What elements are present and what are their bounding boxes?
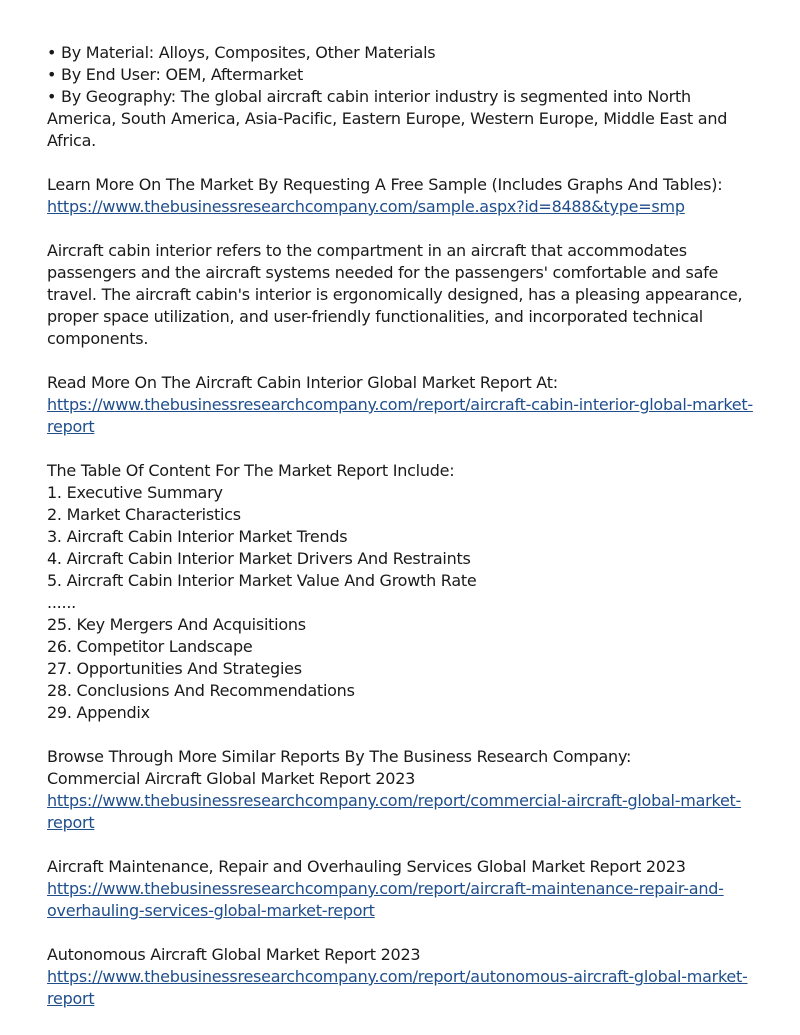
description-paragraph: Aircraft cabin interior refers to the compartment in an aircraft that accommodates passengers and the aircraft systems needed for the passengers' comfortable and safe travel. The aircraft cabin's interior is ergonomically designed, has a pleasing appearance, proper space utilization, and user-friendly functionalities, and incorporated technical components. xyxy=(47,241,743,348)
similar-report-link[interactable] xyxy=(47,790,747,834)
toc-item: 29. Appendix xyxy=(47,703,150,722)
toc-item: 25. Key Mergers And Acquisitions xyxy=(47,615,306,634)
sample-link[interactable]: https://www.thebusinessresearchcompany.com/sample.aspx?id=8488&type=smp xyxy=(47,197,685,216)
spacer xyxy=(47,834,747,856)
bullet-icon: • xyxy=(47,87,57,106)
toc-item: 27. Opportunities And Strategies xyxy=(47,659,302,678)
similar-report-link-line-2: overhauling-services-global-market-report xyxy=(47,901,375,920)
toc-section xyxy=(47,460,747,724)
similar-report-link[interactable] xyxy=(47,878,747,922)
bullet-icon: • xyxy=(47,43,57,62)
similar-report-link-line-2: report xyxy=(47,813,95,832)
toc-item: 28. Conclusions And Recommendations xyxy=(47,681,355,700)
toc-item: 5. Aircraft Cabin Interior Market Value And Growth Rate xyxy=(47,571,477,590)
spacer xyxy=(47,218,747,240)
similar-reports-heading: Browse Through More Similar Reports By The Business Research Company: xyxy=(47,747,632,766)
read-more-section xyxy=(47,372,753,438)
report-link-line-1: https://www.thebusinessresearchcompany.com/report/aircraft-cabin-interior-global-market- xyxy=(47,395,753,414)
toc-item: 1. Executive Summary xyxy=(47,483,223,502)
toc-heading: The Table Of Content For The Market Report Include: xyxy=(47,461,455,480)
similar-reports-section xyxy=(47,746,747,1010)
spacer xyxy=(47,922,747,944)
bullet-icon: • xyxy=(47,65,57,84)
spacer xyxy=(47,350,747,372)
report-link[interactable] xyxy=(47,394,753,438)
segment-item-end-user xyxy=(47,64,747,86)
similar-report-title: Aircraft Maintenance, Repair and Overhauling Services Global Market Report 2023 xyxy=(47,857,686,876)
spacer xyxy=(47,152,747,174)
similar-report-link-line-1: https://www.thebusinessresearchcompany.com/report/aircraft-maintenance-repair-and- xyxy=(47,879,724,898)
similar-report-link-line-2: report xyxy=(47,989,95,1008)
similar-report-link-line-1: https://www.thebusinessresearchcompany.com/report/commercial-aircraft-global-market- xyxy=(47,791,742,810)
document-page xyxy=(47,42,753,1010)
toc-item: 26. Competitor Landscape xyxy=(47,637,253,656)
similar-report-link-line-1: https://www.thebusinessresearchcompany.com/report/autonomous-aircraft-global-market- xyxy=(47,967,748,986)
read-more-text: Read More On The Aircraft Cabin Interior Global Market Report At: xyxy=(47,373,558,392)
sample-section xyxy=(47,174,747,218)
report-link-line-2: report xyxy=(47,417,95,436)
segment-material-text: By Material: Alloys, Composites, Other Materials xyxy=(61,43,436,62)
sample-text: Learn More On The Market By Requesting A Free Sample (Includes Graphs And Tables): xyxy=(47,175,723,194)
segment-item-material xyxy=(47,42,747,64)
similar-report-title: Commercial Aircraft Global Market Report 2023 xyxy=(47,769,416,788)
spacer xyxy=(47,724,747,746)
segment-end-user-text: By End User: OEM, Aftermarket xyxy=(61,65,304,84)
similar-report-link[interactable] xyxy=(47,966,747,1010)
spacer xyxy=(47,438,747,460)
toc-item: 2. Market Characteristics xyxy=(47,505,241,524)
segment-geography-text: By Geography: The global aircraft cabin interior industry is segmented into North America, South America, Asia-Pacific, Eastern Europe, Western Europe, Middle East and Africa. xyxy=(47,87,728,150)
toc-item: 4. Aircraft Cabin Interior Market Drivers And Restraints xyxy=(47,549,471,568)
similar-report-title: Autonomous Aircraft Global Market Report 2023 xyxy=(47,945,421,964)
segment-list xyxy=(47,42,747,152)
toc-item: 3. Aircraft Cabin Interior Market Trends xyxy=(47,527,348,546)
segment-item-geography xyxy=(47,86,747,152)
toc-ellipsis: ...... xyxy=(47,593,77,612)
